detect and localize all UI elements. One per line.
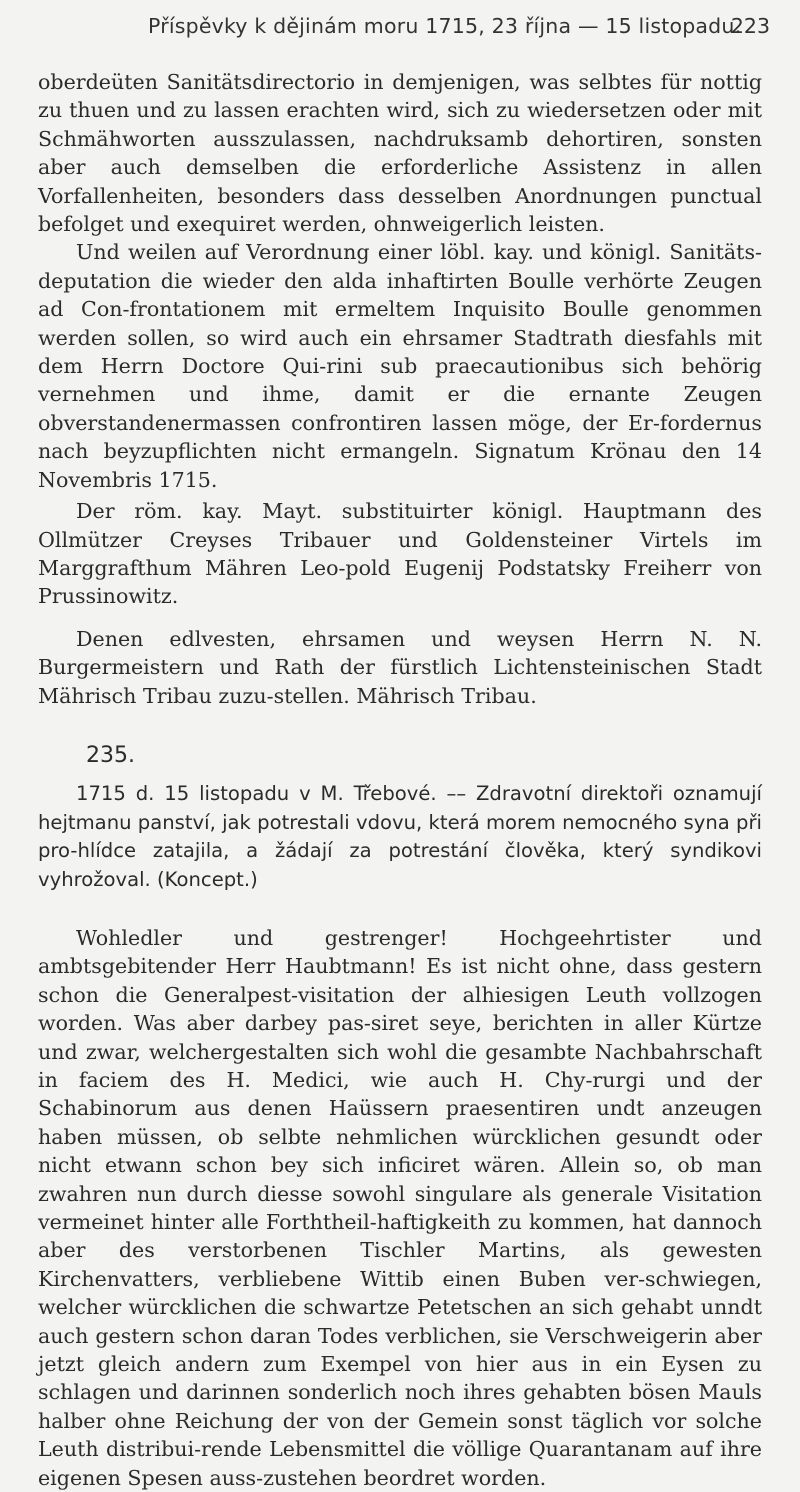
running-head bbox=[0, 14, 800, 44]
running-title: Příspěvky k dějinám moru 1715, 23 října — 15 listopadu. bbox=[148, 14, 742, 38]
page-body bbox=[38, 68, 762, 1492]
signature-paragraph: Der röm. kay. Mayt. substituirter königl. Hauptmann des Ollmützer Creyses Tribauer und Goldensteiner Virtels im Marggrafthum Mähren Leo-pold Eugenij Podstatsky Freiherr von Prussinowitz. bbox=[38, 499, 762, 609]
document-number: 235. bbox=[86, 742, 135, 768]
paragraph-confrontation: Und weilen auf Verordnung einer löbl. kay. und königl. Sanitäts-deputation die wieder den alda inhaftirten Boulle verhörte Zeugen ad Con-frontationem mit ermeltem Inquisito Boulle genommen werden sollen, so wird auch ein ehrsamer Stadtrath diesfahls mit dem Herrn Doctore Qui-rini sub praecautionibus sich behörig vernehmen und ihme, damit er die ernante Zeugen obverstandenermassen confrontiren lassen möge, der Er-fordernus nach beyzupflichten nicht ermangeln. Signatum Krönau den 14 Novembris 1715. bbox=[38, 240, 762, 492]
letter-text: Wohledler und gestrenger! Hochgeehrtister und ambtsgebitender Herr Haubtmann! Es ist nicht ohne, dass gestern schon die Generalpest-visitation der alhiesigen Leuth vollzogen worden. Was aber darbey pas-siret seye, berichten in aller Kürtze und zwar, welchergestalten sich wohl die gesambte Nachbahrschaft in faciem des H. Medici, wie auch H. Chy-rurgi und der Schabinorum aus denen Haüssern praesentiren undt anzeugen haben müssen, ob selbte nehmlichen würcklichen gesundt oder nicht etwann schon bey sich inficiret wären. Allein so, ob man zwahren nun durch diesse sowohl singulare als generale Visitation vermeinet hinter alle Forththeil-haftigkeith zu kommen, hat dannoch aber des verstorbenen Tischler Martins, als gewesten Kirchenvatters, verbliebene Wittib einen Buben ver-schwiegen, welcher würcklichen die schwartze Petetschen an sich gehabt unndt auch gestern schon daran Todes verblichen, sie Verschweigerin aber jetzt gleich andern zum Exempel von hier aus in ein Eysen zu schlagen und darinnen sonderlich noch ihres gehabten bösen Mauls halber ohne Reichung der von der Gemein sonst täglich vor solche Leuth distribui-rende Lebensmittel die völlige Quarantanam auf ihre eigenen Spesen auss-zustehen beordret worden. bbox=[38, 925, 762, 1490]
document-regest: 1715 d. 15 listopadu v M. Třebové. –– Zdravotní direktoři oznamují hejtmanu panství, jak potrestali vdovu, která morem nemocného syna při pro-hlídce zatajila, a žádají za potrestání člověka, který syndikovi vyhrožoval. (Koncept.) bbox=[38, 782, 762, 891]
page-number: 223 bbox=[730, 14, 770, 38]
paragraph-continuation: oberdeüten Sanitätsdirectorio in demjenigen, was selbtes für nottig zu thuen und zu lassen erachten wird, sich zu wiedersetzen oder mit Schmähworten ausszulassen, nachdruksamb dehortiren, sonsten aber auch demselben die erforderliche Assistenz in allen Vorfallenheiten, besonders dass desselben Anordnungen punctual befolget und exequiret werden, ohnweigerlich leisten. bbox=[38, 70, 762, 237]
address-paragraph: Denen edlvesten, ehrsamen und weysen Herrn N. N. Burgermeistern und Rath der fürstlich Lichtensteinischen Stadt Mährisch Tribau zuzu-stellen. Mährisch Tribau. bbox=[38, 626, 762, 708]
